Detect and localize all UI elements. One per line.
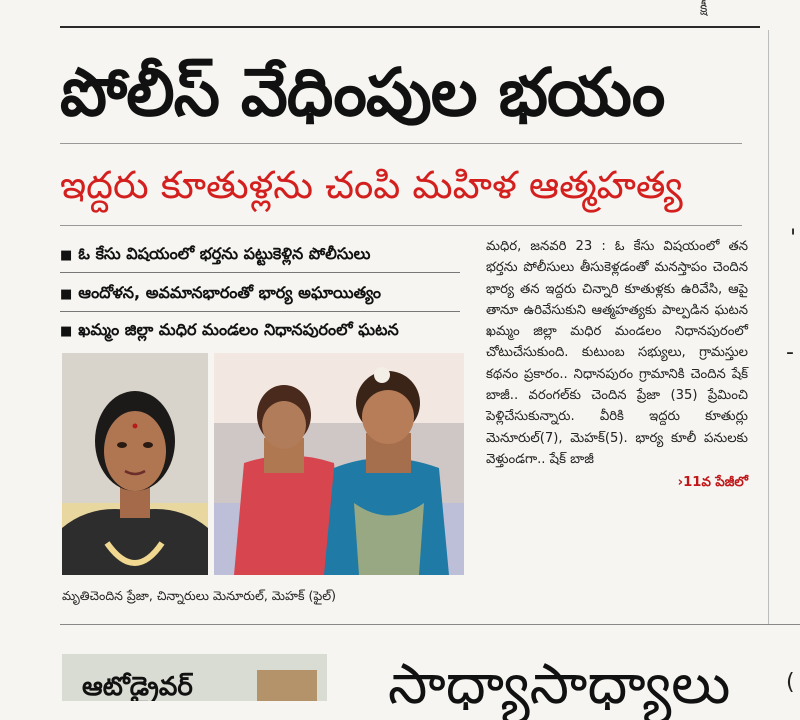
- continued-jump-link[interactable]: ›11వ పేజీలో: [677, 475, 748, 491]
- edge-glyph: (: [786, 670, 795, 695]
- top-fragment: క్షీ: [700, 0, 708, 16]
- subhead-rule: [60, 225, 742, 226]
- girls-photo-illustration: [214, 353, 464, 575]
- photo-woman: [62, 353, 208, 575]
- photo-caption: మృతిచెందిన ప్రేజా, చిన్నారులు మెనూరుల్, మెహక్ (ఫైల్): [62, 588, 336, 603]
- bullet-divider: [60, 272, 460, 273]
- headline-rule: [60, 143, 742, 144]
- bullet-point: ■ ఆందోళన, అవమానభారంతో భార్య అఘాయిత్యం: [60, 279, 470, 309]
- article-body: [486, 236, 748, 494]
- bullet-point: ■ ఓ కేసు విషయంలో భర్తను పట్టుకెళ్లిన పోలీసులు: [60, 240, 470, 270]
- article-body-text: మధిర, జనవరి 23 : ఓ కేసు విషయంలో తన భర్తను పోలీసులు తీసుకెళ్లడంతో మనస్తాపం చెందిన భార్య తన ఇద్దరు చిన్నారి కూతుళ్లకు ఉరివేసి, ఆపై తానూ ఉరివేసుకుని ఆత్మహత్యకు పాల్పడిన ఘటన ఖమ్మం జిల్లా మధిర మండలం నిధానపురంలో చోటుచేసుకుంది. కుటుంబ సభ్యులు, గ్రామస్తుల కథనం ప్రకారం.. నిధానపురం గ్రామానికి చెందిన షేక్ బాజీ.. వరంగల్‌కు చెందిన ప్రేజా (35) ప్రేమించి పెళ్లిచేసుకున్నారు. వీరికి ఇద్దరు కూతుర్లు మెనూరుల్(7), మెహక్(5). భార్య కూలీ పనులకు వెళ్తుండగా.. షేక్ బాజీ: [486, 239, 748, 467]
- top-divider: [60, 26, 760, 28]
- teaser-headline[interactable]: సాధ్యాసాధ్యాలు: [388, 652, 731, 717]
- bullet-divider: [60, 311, 460, 312]
- bottom-divider: [60, 624, 800, 625]
- headline: పోలీస్ వేధింపుల భయం: [60, 54, 665, 131]
- column-divider: [768, 30, 769, 625]
- photo-girls: [214, 353, 464, 575]
- edge-glyph: -: [786, 340, 794, 365]
- teaser-thumbnail: [257, 670, 317, 701]
- teaser-left-title: ఆటోడ్రైవర్: [82, 672, 193, 701]
- woman-portrait-illustration: [62, 353, 208, 575]
- bullet-point: ■ ఖమ్మం జిల్లా మధిర మండలం నిధానపురంలో ఘటన: [60, 316, 470, 346]
- teaser-left[interactable]: [62, 654, 327, 701]
- edge-glyph: ': [790, 226, 797, 251]
- subheadline: ఇద్దరు కూతుళ్లను చంపి మహిళ ఆత్మహత్య: [60, 163, 683, 207]
